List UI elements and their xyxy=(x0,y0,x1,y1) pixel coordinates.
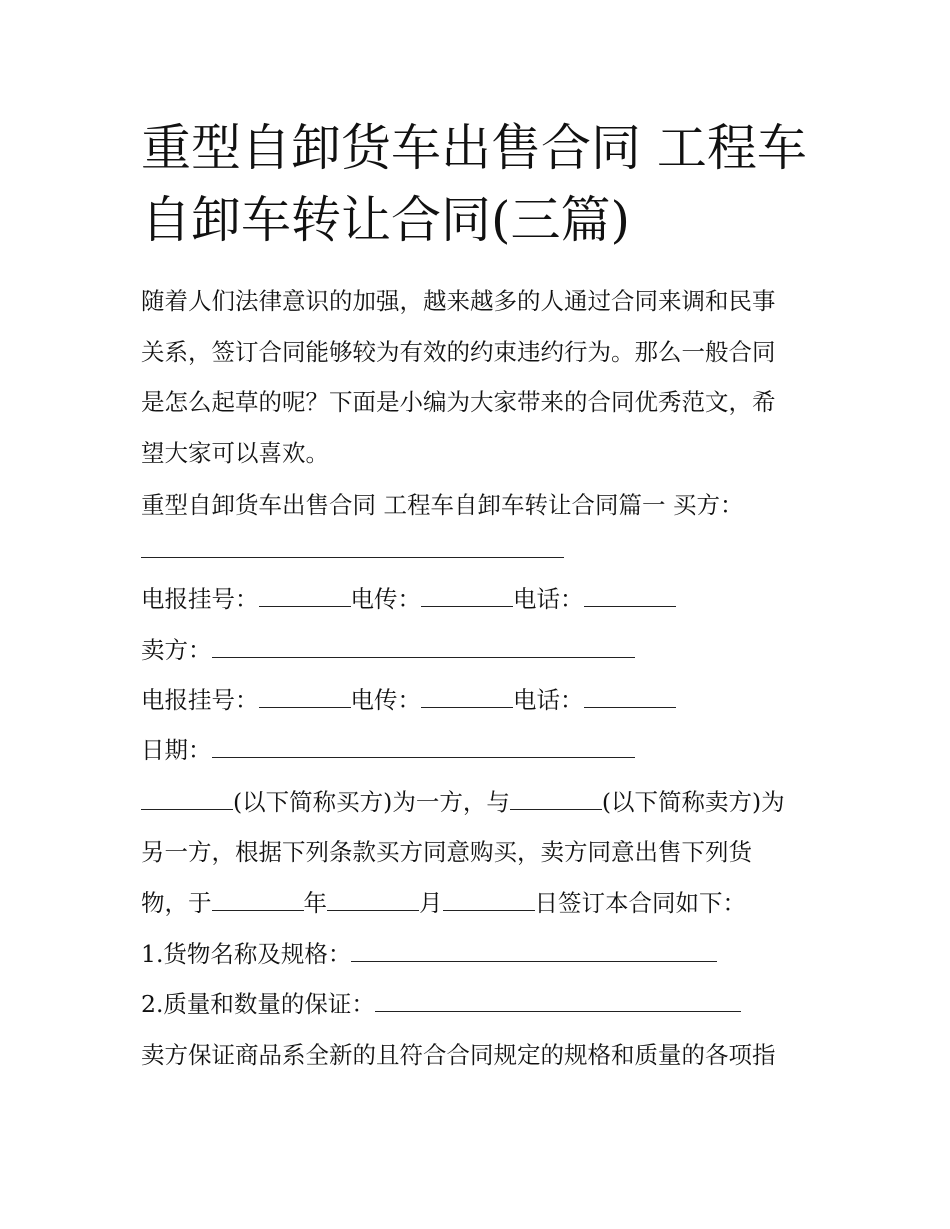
seller-name-blank xyxy=(212,635,635,658)
title-line-1: 重型自卸货车出售合同 工程车 xyxy=(141,119,807,177)
clause-line-3d: 日签订本合同如下： xyxy=(534,889,746,917)
item-1-blank xyxy=(351,939,717,962)
seller-label: 卖方： xyxy=(141,636,212,664)
item-1-label: 1.货物名称及规格： xyxy=(141,940,352,968)
month-label: 月 xyxy=(419,889,443,917)
buyer-telegram-blank xyxy=(259,584,351,607)
clause-line-3a: 物，于 xyxy=(141,889,212,917)
buyer-phone-blank xyxy=(584,584,676,607)
section1-heading xyxy=(141,489,743,521)
buyer-name-blank xyxy=(141,535,564,558)
clause-line-2 xyxy=(141,836,752,868)
buyer-telegram-label: 电报挂号： xyxy=(141,585,259,613)
clause-line-1b: (以下简称卖方)为 xyxy=(601,788,785,816)
item-2-blank xyxy=(375,989,741,1012)
clause-line-1 xyxy=(141,786,785,818)
date-row xyxy=(141,734,635,766)
last-line-text: 卖方保证商品系全新的且符合合同规定的规格和质量的各项指 xyxy=(141,1041,776,1069)
intro-paragraph xyxy=(141,276,821,478)
clause-line-2-text: 另一方，根据下列条款买方同意购买，卖方同意出售下列货 xyxy=(141,838,752,866)
intro-line-4: 望大家可以喜欢。 xyxy=(141,438,329,467)
seller-fax-blank xyxy=(421,685,513,708)
item-2-label: 2.质量和数量的保证： xyxy=(141,990,375,1018)
title-line-2: 自卸车转让合同(三篇) xyxy=(141,191,631,249)
seller-row xyxy=(141,634,635,666)
seller-contact-row xyxy=(141,684,676,716)
section1-heading-text: 重型自卸货车出售合同 工程车自卸车转让合同篇一 买方： xyxy=(141,491,744,519)
buyer-fax-label: 电传： xyxy=(350,585,421,613)
intro-line-1: 随着人们法律意识的加强，越来越多的人通过合同来调和民事 xyxy=(141,287,776,315)
date-blank xyxy=(212,735,635,758)
intro-line-2: 关系，签订合同能够较为有效的约束违约行为。那么一般合同 xyxy=(141,337,776,366)
buyer-name-row xyxy=(141,534,564,566)
seller-telegram-label: 电报挂号： xyxy=(141,686,259,714)
month-blank xyxy=(327,888,419,911)
date-label: 日期： xyxy=(141,736,212,764)
buyer-phone-label: 电话： xyxy=(513,585,584,613)
year-blank xyxy=(212,888,304,911)
seller-fax-label: 电传： xyxy=(350,686,421,714)
item-2-row xyxy=(141,988,741,1020)
item-1-row xyxy=(141,938,717,970)
buyer-contact-row xyxy=(141,583,676,615)
seller-telegram-blank xyxy=(259,685,351,708)
buyer-fax-blank xyxy=(421,584,513,607)
document-title xyxy=(141,112,821,256)
last-line-row xyxy=(141,1039,776,1071)
clause-line-3 xyxy=(141,887,746,919)
seller-phone-label: 电话： xyxy=(513,686,584,714)
clause-line-1a: (以下简称买方)为一方，与 xyxy=(233,788,510,816)
day-blank xyxy=(443,888,535,911)
year-label: 年 xyxy=(303,889,327,917)
seller-phone-blank xyxy=(584,685,676,708)
party-a-blank xyxy=(141,787,233,810)
intro-line-3: 是怎么起草的呢？下面是小编为大家带来的合同优秀范文，希 xyxy=(141,388,776,416)
party-b-blank xyxy=(510,787,602,810)
